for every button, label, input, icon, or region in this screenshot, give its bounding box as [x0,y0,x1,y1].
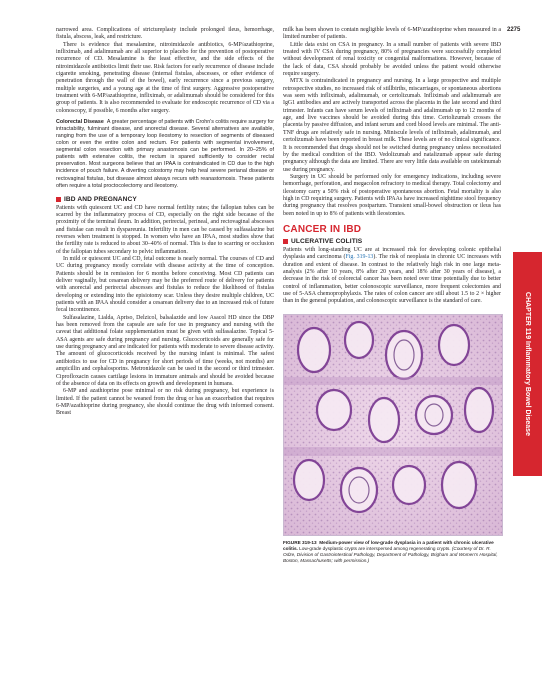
figure-label: FIGURE 319-13 [283,539,317,545]
paragraph-colorectal [56,119,274,189]
paragraph-pregnancy-3: Sulfasalazine, Lialda, Apriso, Delzicol, balsalazide and low Asacol HD since the DBP has been removed from the capsule are safe for use in pregnancy and nursing with the caveat that additional folate supplementation must be given with sulfasalazine. Topical 5-ASA agents are safe during pregnancy and nursing. Glucocorticoids are generally safe for use during pregnancy and are indicated for patients with moderate to severe disease activity. The amount of glucocorticoids received by the nursing infant is minimal. The safest antibiotics to use for CD in pregnancy for short periods of time (weeks, not months) are ampicillin and cephalosporins. Metronidazole can be used in the second or third trimester. Ciprofloxacin causes cartilage lesions in immature animals and should be avoided because of the absence of data on its effects on growth and development in humans. [56,314,274,387]
paragraph-pregnancy-1: Patients with quiescent UC and CD have normal fertility rates; the fallopian tubes can be scarred by the inflammatory process of CD, especially on the right side because of the proximity of the terminal ileum. In addition, perirectal, perineal, and rectovaginal abscesses and fistulae can result in dyspareunia. Infertility in men can be caused by sulfasalazine but reverses when treatment is stopped. In women who have an IPAA, most studies show that the fertility rate is reduced to about 30–40% of normal. This is due to scarring or occlusion of the fallopian tubes secondary to pelvic inflammation. [56,204,274,255]
uc-text-b: ). The risk of neoplasia in chronic UC increases with duration and extent of disease. In contrast to the relatively high risk in one large meta-analysis (2% after 10 years, 8% after 20 years, and 18% after 30 years of disease), a decrease in the risk of colorectal cancer has been noted over time potentially due to better control of inflammation, better colonoscopic surveillance, more frequent colectomies and use of 5-ASA chemoprophylaxis. The rates of colon cancer are still about 1.5 to 2 × higher than in the general population, and colonoscopic surveillance is the standard of care. [283,254,501,305]
paragraph-pregnancy-2: In mild or quiescent UC and CD, fetal outcome is nearly normal. The courses of CD and UC during pregnancy mostly correlate with disease activity at the time of conception. Patients should be in remission for 6 months before conceiving. Most CD patients can deliver vaginally, but cesarean delivery may be the preferred route of delivery for patients with anorectal and perirectal abscesses and fistulas to reduce the likelihood of fistulas developing or extending into the episiotomy scar. Unless they desire multiple children, UC patients with an IPAA should consider a cesarean delivery due to an increased risk of future fecal incontinence. [56,256,274,314]
paragraph-csa: Little data exist on CSA in pregnancy. In a small number of patients with severe IBD treated with IV CSA during pregnancy, 80% of pregnancies were successfully completed without development of renal toxicity or congenital malformations. However, because of the lack of data, CSA should probably be avoided unless the patient would otherwise require surgery. [283,41,501,78]
section-heading-ibd-pregnancy [56,196,274,203]
subsection-heading-ulcerative-colitis [283,238,501,245]
colorectal-text: A greater percentage of patients with Crohn's colitis require surgery for intractability, fulminant disease, and anorectal disease. Several alternatives are available, ranging from the use of a temporary loop ileostomy to resection of segments of diseased colon or even the entire colon and rectum. For patients with segmental involvement, segmental colon resection with primary anastomosis can be performed. In 20–25% of patients with extensive colitis, the rectum is spared sufficiently to consider rectal preservation. Most surgeons believe that an IPAA is contraindicated in CD due to the high incidence of pouch failure. A diverting colostomy may help heal severe perianal disease or rectovaginal fistulas, but disease almost always recurs with reanastomosis. These patients often require a total proctocolectomy and ileostomy. [56,119,274,189]
paragraph-mtx: MTX is contraindicated in pregnancy and nursing. In a large prospective and multiple retrospective studies, no increased risk of stillbirths, miscarriages, or spontaneous abortions was seen with infliximab, adalimumab, or certolizumab. Infliximab and adalimumab are IgG1 antibodies and are actively transported across the placenta in the late second and third trimester. Infants can have serum levels of infliximab and adalimumab up to 12 months of age, and live vaccines should be avoided during this time. Certolizumab crosses the placenta by passive diffusion, and infant serum and cord blood levels are minimal. The anti-TNF drugs are relatively safe in nursing. Miniscule levels of infliximab, adalimumab, and certolizumab have been reported in breast milk. These levels are of no clinical significance. It is recommended that drugs should not be switched during pregnancy unless necessitated by the medical condition of the IBD. Vedolizumab and natalizumab appear safe during pregnancy although the data are limited. There are very little data available on ustekinumab use during pregnancy. [283,78,501,173]
right-column [283,27,501,564]
page-number: 2275 [507,27,521,33]
figure-credit: (Courtesy of Dr. R. Odze, Division of Gastrointestinal Pathology, Department of Pathology, Brigham and Women's Hospital, Boston, Massachusetts; with permission.) [283,545,498,563]
paragraph-breast-milk: milk has been shown to contain negligible levels of 6-MP/azathioprine when measured in a limited number of patients. [283,27,501,41]
figure-body: Low-grade dysplastic crypts are interspersed among regenerating crypts. [299,545,451,551]
figure-title: Medium-power view of low-grade dysplasia in a patient with chronic ulcerative colitis. [283,539,494,551]
red-square-icon [283,239,288,244]
chapter-tab [513,252,542,476]
paragraph-uc-cancer [283,247,501,306]
chapter-tab-text: CHAPTER 119 Inflammatory Bowel Disease [524,292,531,436]
section-heading-cancer-in-ibd: CANCER IN IBD [283,223,362,235]
paragraph-surgery: Surgery in UC should be performed only for emergency indications, including severe hemorrhage, perforation, and megacolon refractory to medical therapy. Total colectomy and ileostomy carry a 50% risk of postoperative spontaneous abortion. Fetal mortality is also high in CD requiring surgery. Patients with IPAAs have increased nighttime stool frequency during pregnancy that resolves postpartum. Transient small-bowel obstruction or ileus has been noted in up to 8% of patients with ileostomies. [283,173,501,217]
histology-micrograph-image [283,314,503,536]
paragraph-mesalamine: There is evidence that mesalamine, nitroimidazole antibiotics, 6-MP/azathioprine, infliximab, and adalimumab are all superior to placebo for the prevention of postoperative recurrence of CD. Mesalamine is the least effective, and the side effects of the nitroimidazole antibiotics limit their use. Risk factors for early recurrence of disease include cigarette smoking, penetrating disease (internal fistulas, abscesses, or other evidence of penetration through the wall of the bowel), early recurrence since a previous surgery, multiple surgeries, and a young age at the time of first surgery. Aggressive postoperative treatment with 6-MP/azathioprine, infliximab, or adalimumab should be considered for this group of patients. It is also recommended to evaluate for endoscopic recurrence of CD via a colonoscopy, if possible, 6 months after surgery. [56,41,274,114]
colorectal-runin-heading: Colorectal Disease [56,119,104,126]
red-square-icon [56,197,61,202]
figure-reference-link[interactable]: Fig. 319-13 [345,254,374,261]
section-heading-text: IBD AND PREGNANCY [64,195,137,203]
subsection-heading-text: ULCERATIVE COLITIS [291,237,363,245]
uc-text-a: Patients with long-standing UC are at increased risk for developing colonic epithelial dysplasia and carcinoma ( [283,246,501,261]
paragraph-continuation: narrowed area. Complications of strictureplasty include prolonged ileus, hemorrhage, fistula, abscess, leak, and restricture. [56,27,274,41]
paragraph-pregnancy-4: 6-MP and azathioprine pose minimal or no risk during pregnancy, but experience is limited. If the patient cannot be weaned from the drug or has an exacerbation that requires 6-MP/azathioprine during pregnancy, she should continue the drug with informed consent. Breast [56,388,274,417]
left-column [56,27,274,418]
figure-caption [283,540,501,564]
